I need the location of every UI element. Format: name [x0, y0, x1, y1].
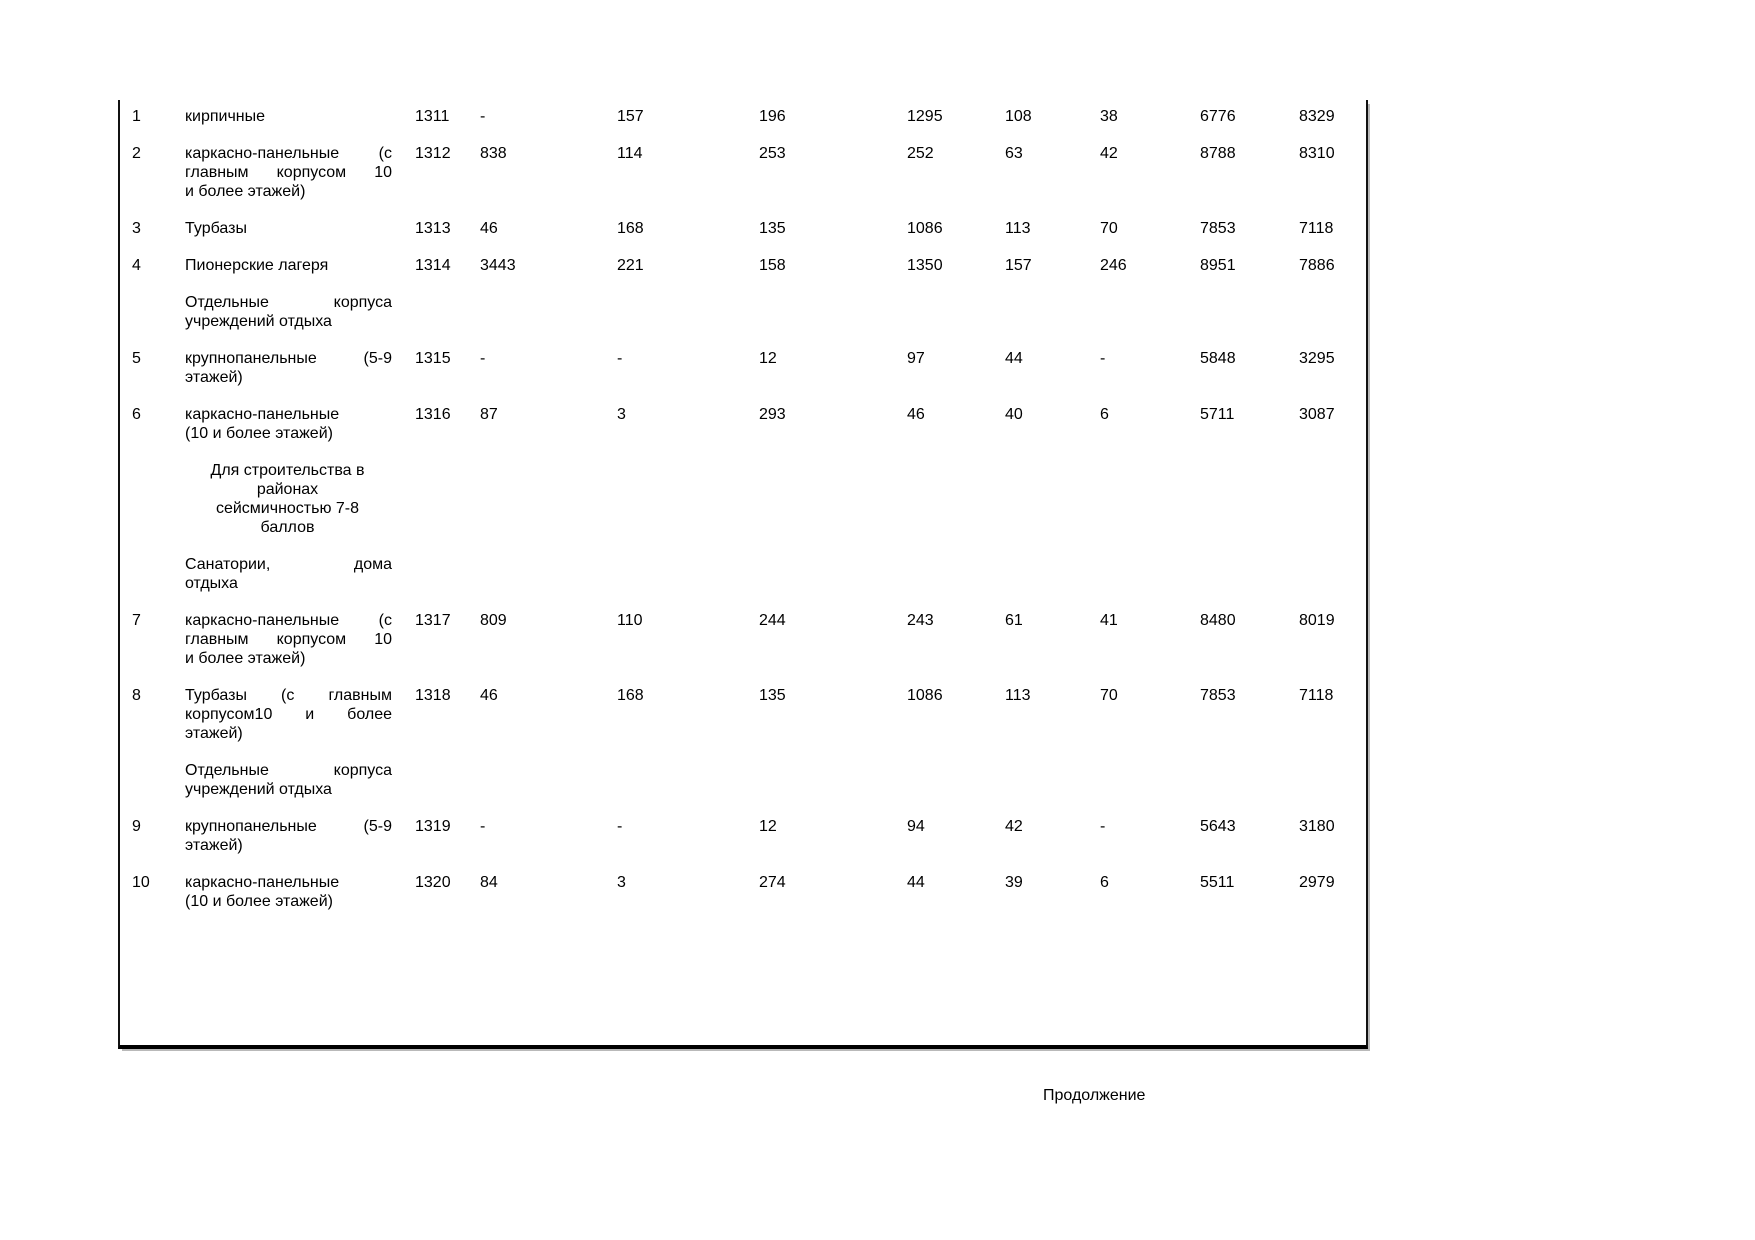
value-cell-g: 6776 [1200, 108, 1236, 125]
value-cell-h: 2979 [1299, 874, 1335, 891]
name-line: и более этажей) [185, 650, 306, 667]
value-cell-h: 7118 [1299, 220, 1334, 237]
name-word: корпусом [276, 164, 347, 181]
row-number-cell: 5 [132, 350, 141, 367]
row-name-cell [185, 144, 415, 201]
row-number-cell: 8 [132, 687, 141, 704]
value-cell-d: 243 [907, 612, 934, 629]
value-cell-a: - [480, 108, 486, 125]
name-word: главным [185, 164, 249, 181]
value-cell-e: 113 [1005, 687, 1031, 704]
name-line: этажей) [185, 725, 243, 742]
name-line: Пионерские лагеря [185, 257, 329, 274]
table-row [120, 873, 1366, 911]
section-header-cell [185, 461, 415, 537]
code-cell: 1312 [415, 145, 451, 162]
value-cell-d: 1350 [907, 257, 943, 274]
table-row [120, 817, 1366, 855]
name-word: корпусом [276, 631, 347, 648]
value-cell-h: 3295 [1299, 350, 1335, 367]
value-cell-d: 44 [907, 874, 925, 891]
code-cell: 1315 [415, 350, 451, 367]
table-row [120, 219, 1366, 238]
name-line [185, 555, 392, 574]
table-row [120, 611, 1366, 668]
value-cell-e: 108 [1005, 108, 1032, 125]
value-cell-d: 94 [907, 818, 925, 835]
row-number-cell: 3 [132, 220, 141, 237]
section-header-row [120, 555, 1366, 593]
name-line [185, 349, 392, 368]
value-cell-c: 274 [759, 874, 786, 891]
value-cell-c: 135 [759, 687, 786, 704]
value-cell-c: 253 [759, 145, 786, 162]
row-number-cell [120, 761, 185, 799]
name-word: более [347, 706, 392, 723]
value-cell-b: 157 [617, 108, 644, 125]
value-cell-a: 809 [480, 612, 507, 629]
value-cell-a: - [480, 818, 486, 835]
row-name-cell [185, 873, 415, 911]
value-cell-d: 1295 [907, 108, 943, 125]
code-cell: 1316 [415, 406, 451, 423]
row-name-cell [185, 817, 415, 855]
value-cell-d: 1086 [907, 220, 943, 237]
name-line: этажей) [185, 369, 243, 386]
name-line [185, 144, 392, 163]
value-cell-b: 110 [617, 612, 643, 629]
value-cell-e: 39 [1005, 874, 1023, 891]
name-word: 10 [374, 631, 392, 648]
code-cell: 1311 [415, 108, 450, 125]
name-word: (5-9 [363, 818, 392, 835]
value-cell-g: 8951 [1200, 257, 1236, 274]
name-line: каркасно-панельные [185, 406, 340, 423]
name-word: (5-9 [363, 350, 392, 367]
value-cell-c: 244 [759, 612, 786, 629]
row-name-cell [185, 686, 415, 743]
value-cell-f: 42 [1100, 145, 1118, 162]
table-body [120, 107, 1366, 911]
value-cell-a: 3443 [480, 257, 516, 274]
row-name-cell [185, 107, 415, 126]
value-cell-e: 63 [1005, 145, 1023, 162]
value-cell-a: - [480, 350, 486, 367]
name-word: главным [185, 631, 249, 648]
name-line: кирпичные [185, 108, 266, 125]
table-row [120, 144, 1366, 201]
name-line [185, 611, 392, 630]
row-name-cell [185, 256, 415, 275]
value-cell-a: 84 [480, 874, 498, 891]
row-number-cell: 1 [132, 108, 141, 125]
value-cell-g: 5848 [1200, 350, 1236, 367]
value-cell-h: 8329 [1299, 108, 1335, 125]
name-line: Турбазы [185, 220, 247, 237]
value-cell-f: 70 [1100, 687, 1118, 704]
value-cell-h: 8019 [1299, 612, 1335, 629]
name-word: Санатории, [185, 556, 271, 573]
value-cell-d: 1086 [907, 687, 943, 704]
row-number-cell [120, 461, 185, 537]
name-line [185, 293, 392, 312]
name-line: (10 и более этажей) [185, 893, 333, 910]
name-line: сейсмичностью 7-8 [215, 500, 360, 517]
row-number-cell [120, 555, 185, 593]
table-row [120, 405, 1366, 443]
value-cell-e: 40 [1005, 406, 1023, 423]
name-line: этажей) [185, 837, 243, 854]
value-cell-d: 252 [907, 145, 934, 162]
value-cell-f: 38 [1100, 108, 1118, 125]
value-cell-g: 5643 [1200, 818, 1236, 835]
name-word: крупнопанельные [185, 350, 317, 367]
name-line [185, 163, 392, 182]
value-cell-b: - [617, 350, 623, 367]
name-line: каркасно-панельные [185, 874, 340, 891]
value-cell-h: 3180 [1299, 818, 1335, 835]
code-cell: 1318 [415, 687, 451, 704]
value-cell-c: 12 [759, 818, 777, 835]
value-cell-c: 12 [759, 350, 777, 367]
name-word: 10 [374, 164, 392, 181]
value-cell-c: 158 [759, 257, 786, 274]
value-cell-b: 3 [617, 874, 626, 891]
row-number-cell: 9 [132, 818, 141, 835]
value-cell-f: - [1100, 818, 1106, 835]
value-cell-b: - [617, 818, 623, 835]
name-word: (с [281, 687, 295, 704]
value-cell-c: 135 [759, 220, 786, 237]
section-header-row [120, 761, 1366, 799]
name-line: районах [256, 481, 319, 498]
name-line [185, 761, 392, 780]
section-header-row [120, 461, 1366, 537]
value-cell-b: 168 [617, 220, 644, 237]
value-cell-h: 7886 [1299, 257, 1335, 274]
value-cell-g: 8788 [1200, 145, 1236, 162]
section-header-cell [185, 293, 415, 331]
value-cell-g: 7853 [1200, 687, 1236, 704]
name-word: Турбазы [185, 687, 247, 704]
value-cell-h: 8310 [1299, 145, 1335, 162]
value-cell-g: 7853 [1200, 220, 1236, 237]
value-cell-c: 293 [759, 406, 786, 423]
section-header-cell [185, 555, 415, 593]
name-word: корпусом10 [185, 706, 273, 723]
name-line [185, 817, 392, 836]
code-cell: 1319 [415, 818, 451, 835]
value-cell-f: 6 [1100, 874, 1109, 891]
table-row [120, 686, 1366, 743]
name-word: (с [378, 612, 392, 629]
name-line: баллов [260, 519, 315, 536]
name-word: (с [378, 145, 392, 162]
value-cell-h: 7118 [1299, 687, 1334, 704]
name-word: крупнопанельные [185, 818, 317, 835]
value-cell-d: 97 [907, 350, 925, 367]
code-cell: 1320 [415, 874, 451, 891]
row-number-cell [120, 293, 185, 331]
name-word: корпуса [333, 762, 392, 779]
value-cell-f: 70 [1100, 220, 1118, 237]
row-number-cell: 4 [132, 257, 141, 274]
row-name-cell [185, 405, 415, 443]
table-row [120, 107, 1366, 126]
value-cell-b: 221 [617, 257, 644, 274]
name-word: каркасно-панельные [185, 145, 340, 162]
table-row [120, 349, 1366, 387]
row-number-cell: 2 [132, 145, 141, 162]
table-row [120, 256, 1366, 275]
row-name-cell [185, 611, 415, 668]
value-cell-e: 61 [1005, 612, 1023, 629]
value-cell-b: 168 [617, 687, 644, 704]
row-name-cell [185, 219, 415, 238]
value-cell-b: 3 [617, 406, 626, 423]
name-word: каркасно-панельные [185, 612, 340, 629]
name-line [185, 630, 392, 649]
name-word: Отдельные [185, 762, 269, 779]
value-cell-h: 3087 [1299, 406, 1335, 423]
section-header-row [120, 293, 1366, 331]
name-line: отдыха [185, 575, 238, 592]
name-word: корпуса [333, 294, 392, 311]
code-cell: 1313 [415, 220, 451, 237]
value-cell-b: 114 [617, 145, 643, 162]
name-line: (10 и более этажей) [185, 425, 333, 442]
name-word: дома [353, 556, 392, 573]
row-name-cell [185, 349, 415, 387]
value-cell-g: 5711 [1200, 406, 1235, 423]
value-cell-f: 6 [1100, 406, 1109, 423]
row-number-cell: 6 [132, 406, 141, 423]
value-cell-g: 5511 [1200, 874, 1235, 891]
value-cell-e: 44 [1005, 350, 1023, 367]
code-cell: 1314 [415, 257, 451, 274]
name-line: учреждений отдыха [185, 313, 332, 330]
value-cell-e: 157 [1005, 257, 1032, 274]
row-number-cell: 7 [132, 612, 141, 629]
value-cell-f: - [1100, 350, 1106, 367]
name-word: Отдельные [185, 294, 269, 311]
name-line [185, 705, 392, 724]
row-number-cell: 10 [132, 874, 150, 891]
continuation-label: Продолжение [1043, 1087, 1146, 1104]
name-line: учреждений отдыха [185, 781, 332, 798]
name-word: и [305, 706, 315, 723]
value-cell-a: 838 [480, 145, 507, 162]
name-line: и более этажей) [185, 183, 306, 200]
section-header-cell [185, 761, 415, 799]
name-line: Для строительства в [210, 462, 365, 479]
name-line [185, 686, 392, 705]
value-cell-f: 246 [1100, 257, 1127, 274]
name-word: главным [328, 687, 392, 704]
value-cell-f: 41 [1100, 612, 1118, 629]
value-cell-d: 46 [907, 406, 925, 423]
value-cell-e: 113 [1005, 220, 1031, 237]
value-cell-c: 196 [759, 108, 786, 125]
value-cell-g: 8480 [1200, 612, 1236, 629]
value-cell-a: 87 [480, 406, 498, 423]
value-cell-e: 42 [1005, 818, 1023, 835]
data-table [118, 100, 1368, 1049]
value-cell-a: 46 [480, 220, 498, 237]
code-cell: 1317 [415, 612, 451, 629]
value-cell-a: 46 [480, 687, 498, 704]
